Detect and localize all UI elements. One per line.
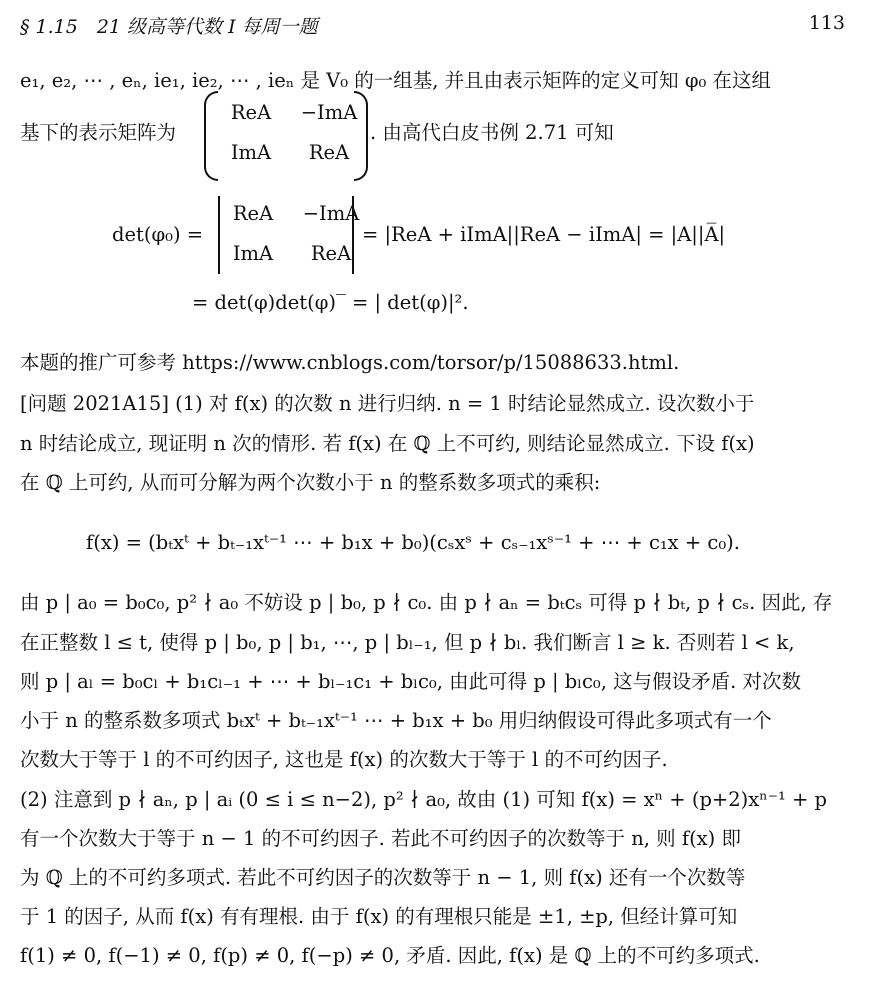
text-line: 小于 n 的整系数多项式 bₜxᵗ + bₜ₋₁xᵗ⁻¹ ⋯ + b₁x + b₀ 用归纳假设可得此多项式有一个 xyxy=(20,709,772,732)
text-line: 次数大于等于 l 的不可约因子, 这也是 f(x) 的次数大于等于 l 的不可约因子. xyxy=(20,748,668,771)
matrix-entry: ImA xyxy=(230,141,272,164)
matrix-entry: −ImA xyxy=(302,202,360,225)
text-line: e₁, e₂, ⋯ , eₙ, ie₁, ie₂, ⋯ , ieₙ 是 V₀ 的一组基, 并且由表示矩阵的定义可知 φ₀ 在这组 xyxy=(20,69,772,92)
text-line: 在 ℚ 上可约, 从而可分解为两个次数小于 n 的整系数多项式的乘积: xyxy=(20,471,601,494)
determinant-matrix xyxy=(214,194,370,274)
matrix-entry: ReA xyxy=(308,141,350,164)
text-line: 则 p | aₗ = b₀cₗ + b₁cₗ₋₁ + ⋯ + bₗ₋₁c₁ + bₗc₀, 由此可得 p | bₗc₀, 这与假设矛盾. 对次数 xyxy=(20,670,802,693)
matrix-entry: ReA xyxy=(310,242,352,265)
matrix-entry: ReA xyxy=(232,202,274,225)
matrix-entry: ReA xyxy=(230,101,272,124)
page-number: 113 xyxy=(808,12,845,34)
det-rhs: = |ReA + iImA||ReA − iImA| = |A||A̅| xyxy=(362,223,726,246)
det-lhs: det(φ₀) = xyxy=(112,223,204,246)
text-line: 基下的表示矩阵为 xyxy=(20,121,177,144)
matrix-entry: ImA xyxy=(232,242,274,265)
text-line: 为 ℚ 上的不可约多项式. 若此不可约因子的次数等于 n − 1, 则 f(x) 还有一个次数等 xyxy=(20,866,746,889)
text-line: 本题的推广可参考 https://www.cnblogs.com/torsor/p/15088633.html. xyxy=(20,351,680,374)
det-equation-line2: = det(φ)det(φ)‾ = | det(φ)|². xyxy=(192,291,469,314)
factorization-equation: f(x) = (bₜxᵗ + bₜ₋₁xᵗ⁻¹ ⋯ + b₁x + b₀)(cₛxˢ + cₛ₋₁xˢ⁻¹ + ⋯ + c₁x + c₀). xyxy=(86,531,740,554)
text-line: (2) 注意到 p ∤ aₙ, p | aᵢ (0 ≤ i ≤ n−2), p² ∤ a₀, 故由 (1) 可知 f(x) = xⁿ + (p+2)xⁿ⁻¹ + p xyxy=(20,788,828,811)
matrix-entry: −ImA xyxy=(300,101,358,124)
representation-matrix xyxy=(212,93,368,173)
text-line: 在正整数 l ≤ t, 使得 p | b₀, p | b₁, ⋯, p | bₗ₋₁, 但 p ∤ bₗ. 我们断言 l ≥ k. 否则若 l < k, xyxy=(20,631,795,654)
text-line: 由 p | a₀ = b₀c₀, p² ∤ a₀ 不妨设 p | b₀, p ∤ c₀. 由 p ∤ aₙ = bₜcₛ 可得 p ∤ bₜ, p ∤ cₛ. 因此, 存 xyxy=(20,591,833,614)
text-line: 于 1 的因子, 从而 f(x) 有有理根. 由于 f(x) 的有理根只能是 ±1, ±p, 但经计算可知 xyxy=(20,905,738,928)
text-line: . 由高代白皮书例 2.71 可知 xyxy=(370,121,614,144)
right-parenthesis xyxy=(354,91,368,181)
text-line: 有一个次数大于等于 n − 1 的不可约因子. 若此不可约因子的次数等于 n, 则 f(x) 即 xyxy=(20,827,741,850)
text-line: f(1) ≠ 0, f(−1) ≠ 0, f(p) ≠ 0, f(−p) ≠ 0, 矛盾. 因此, f(x) 是 ℚ 上的不可约多项式. xyxy=(20,944,760,967)
det-bar-right xyxy=(352,196,354,274)
text-line: n 时结论成立, 现证明 n 次的情形. 若 f(x) 在 ℚ 上不可约, 则结论显然成立. 下设 f(x) xyxy=(20,432,755,455)
page-header xyxy=(20,8,845,40)
section-title: § 1.15 21 级高等代数 I 每周一题 xyxy=(20,16,318,38)
text-line: [问题 2021A15] (1) 对 f(x) 的次数 n 进行归纳. n = 1 时结论显然成立. 设次数小于 xyxy=(20,392,755,415)
